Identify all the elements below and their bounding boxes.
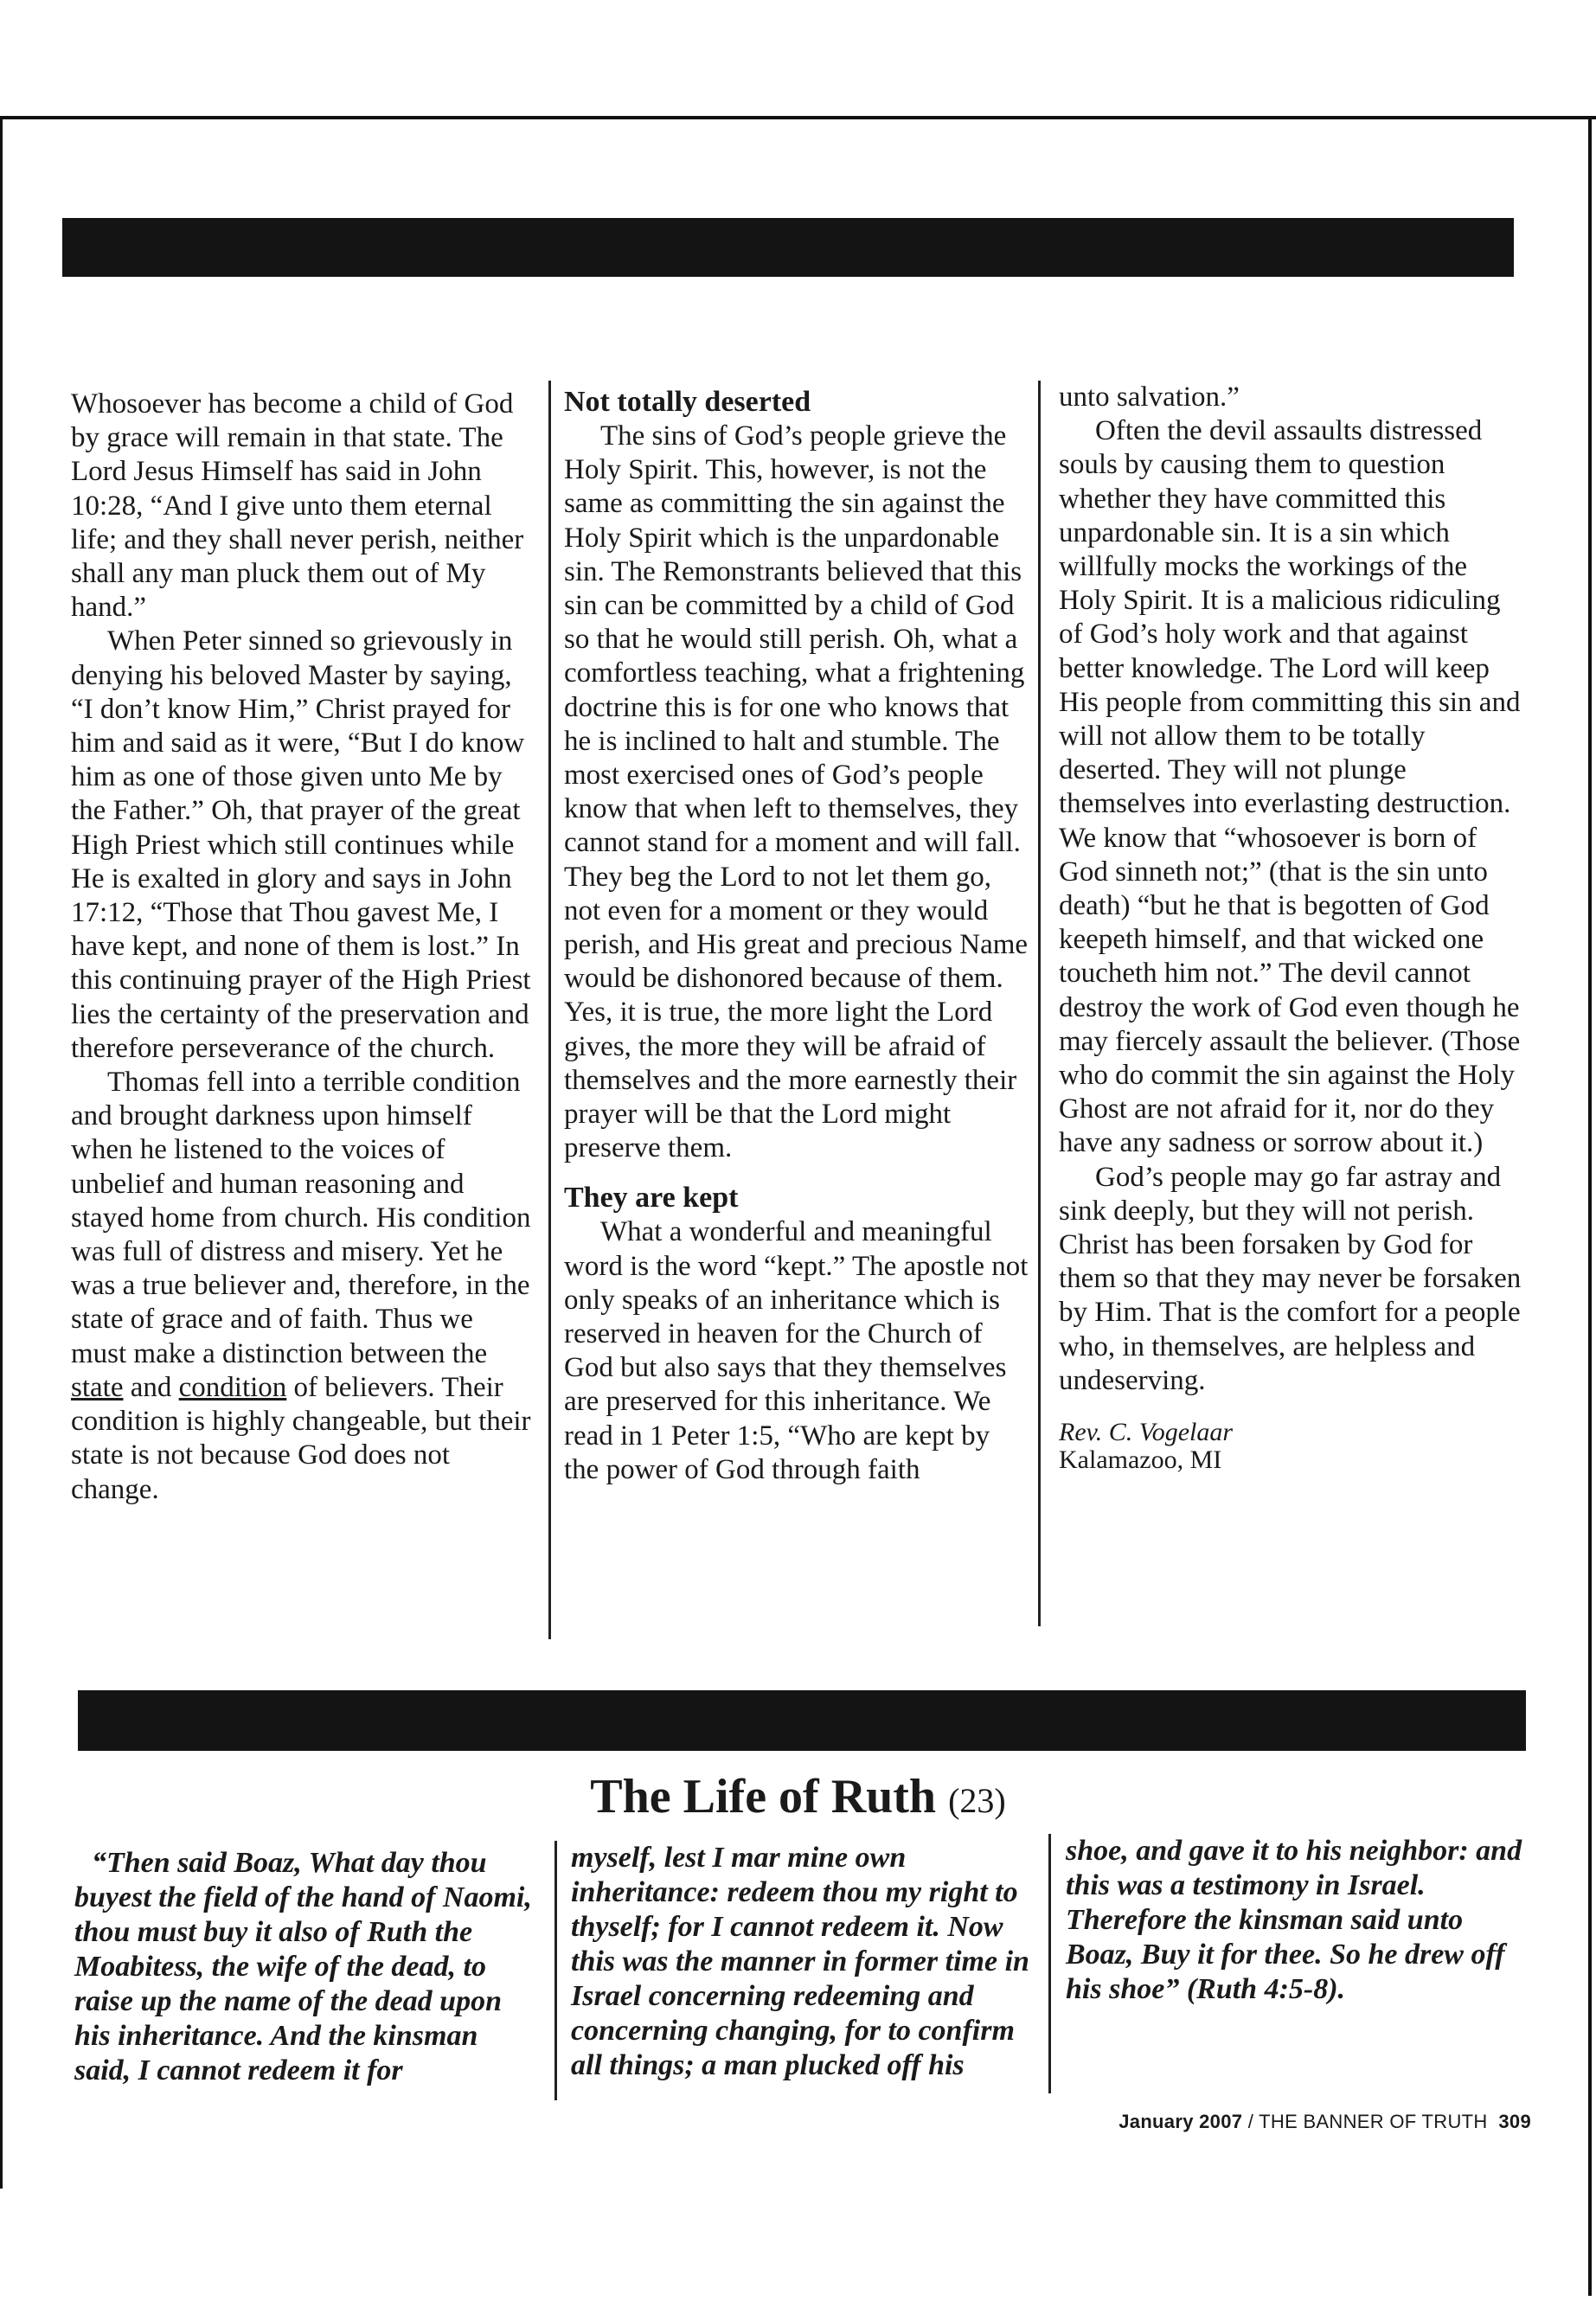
column-divider [1048, 1834, 1051, 2093]
section-black-bar [78, 1690, 1526, 1751]
section-heading: Not totally deserted [564, 386, 811, 418]
column-divider [554, 1841, 557, 2100]
page-footer [969, 2111, 1531, 2133]
article-column-2 [564, 385, 1031, 1487]
emphasis-state: state [71, 1371, 124, 1403]
title-number: (23) [948, 1781, 1006, 1820]
paragraph: Often the devil assaults distressed souls by causing them to question whether they have committed this unpardonable sin. It is a sin which willfully mocks the workings of the Holy Spirit. It is a malicious ridiculing of God’s holy work and that against better knowledge. The Lord will keep His people from committing this sin and will not allow them to be totally deserted. They will not plunge themselves into everlasting destruction. We know that “whosoever is born of God sinneth not;” (that is the sin unto death) “but he that is begotten of God keepeth himself, and that wicked one toucheth him not.” The devil cannot destroy the work of God even though he may fiercely assault the believer. (Those who do commit the sin against the Holy Ghost are not afraid for it, nor do they have any sadness or sorrow about it.) [1059, 415, 1521, 1159]
paragraph: unto salvation.” [1059, 381, 1240, 413]
paragraph-text: Thomas fell into a terrible condition and brought darkness upon himself when he listened to the voices of unbelief and human reasoning and stayed home from church. His condition was full of distress and misery. Yet he was a true believer and, therefore, in the state of grace and of faith. Thus we must make a distinction between the [71, 1067, 531, 1369]
column-divider [548, 381, 551, 1639]
page-number: 309 [1498, 2111, 1531, 2132]
section-heading: They are kept [564, 1182, 739, 1215]
right-edge-rule [1588, 116, 1592, 2296]
paragraph [71, 1066, 534, 1507]
footer-date: January 2007 [1118, 2111, 1243, 2132]
emphasis-condition: condition [178, 1371, 287, 1403]
scripture-quote-col-1 [74, 1846, 542, 2088]
paragraph-text-end: of believers. Their condition is highly changeable, but their state is not because God does not change. [71, 1371, 531, 1505]
footer-publication: THE BANNER OF TRUTH [1259, 2111, 1488, 2132]
paragraph: Whosoever has become a child of God by grace will remain in that state. The Lord Jesus Himself has said in John 10:28, “And I give unto them eternal life; and they shall never perish, neither shall any man pluck them out of My hand.” [71, 388, 524, 624]
conjunction: and [130, 1371, 172, 1403]
paragraph: What a wonderful and meaningful word is the word “kept.” The apostle not only speaks of an inheritance which is reserved in heaven for the Church of God but also says that they themselves are preserved for this inheritance. We read in 1 Peter 1:5, “Who are kept by the power of God through faith [564, 1216, 1029, 1485]
footer-separator: / [1242, 2111, 1259, 2132]
article-column-1 [71, 388, 534, 1507]
header-black-bar [62, 218, 1514, 277]
paragraph: When Peter sinned so grievously in denying his beloved Master by saying, “I don’t know Him,” Christ prayed for him and said as it were, “But I do know him as one of those given unto Me by the Father.” Oh, that prayer of the great High Priest which still continues while He is exalted in glory and says in John 17:12, “Those that Thou gavest Me, I have kept, and none of them is lost.” In this continuing prayer of the High Priest lies the certainty of the preservation and therefore perseverance of the church. [71, 625, 531, 1064]
author-name: Rev. C. Vogelaar [1059, 1418, 1234, 1447]
top-rule [0, 116, 1596, 119]
paragraph: The sins of God’s people grieve the Holy Spirit. This, however, is not the same as committing the sin against the Holy Spirit which is the unpardonable sin. The Remonstrants believed that this sin can be committed by a child of God so that he would still perish. Oh, what a comfortless teaching, what a frightening doctrine this is for one who knows that he is inclined to halt and stumble. The most exercised ones of God’s people know that when left to themselves, they cannot stand for a moment and will fall. They beg the Lord to not let them go, not even for a moment or they would perish, and His great and precious Name would be dishonored because of them. Yes, it is true, the more light the Lord gives, the more they will be afraid of themselves and the more earnestly their prayer will be that the Lord might preserve them. [564, 420, 1029, 1164]
paragraph: God’s people may go far astray and sink deeply, but they will not perish. Christ has been forsaken by God for them so that they may never be forsaken by Him. That is the comfort for a people who, in themselves, are helpless and undeserving. [1059, 1161, 1522, 1396]
quote-text: “Then said Boaz, What day thou buyest the field of the hand of Naomi, thou must buy it also of Ruth the Moabitess, the wife of the dead, to raise up the name of the dead upon his inheritance. And the kinsman said, I cannot redeem it for [74, 1847, 532, 2086]
title-text: The Life of Ruth [590, 1770, 937, 1823]
scripture-quote-col-2: myself, lest I mar mine own inheritance: redeem thou my right to thyself; for I cannot redeem it. Now this was the manner in former time in Israel concerning redeeming and concerning changing, for to confirm all things; a man plucked off his [571, 1842, 1029, 2081]
scripture-quote-col-3: shoe, and gave it to his neighbor: and this was a testimony in Israel. Therefore the kinsman said unto Boaz, Buy it for thee. So he drew off his shoe” (Ruth 4:5-8). [1066, 1835, 1522, 2005]
article-title [0, 1769, 1596, 1824]
article-column-3 [1059, 381, 1530, 1474]
left-edge-rule [0, 116, 3, 2189]
column-divider [1038, 381, 1041, 1626]
author-location: Kalamazoo, MI [1059, 1445, 1222, 1475]
